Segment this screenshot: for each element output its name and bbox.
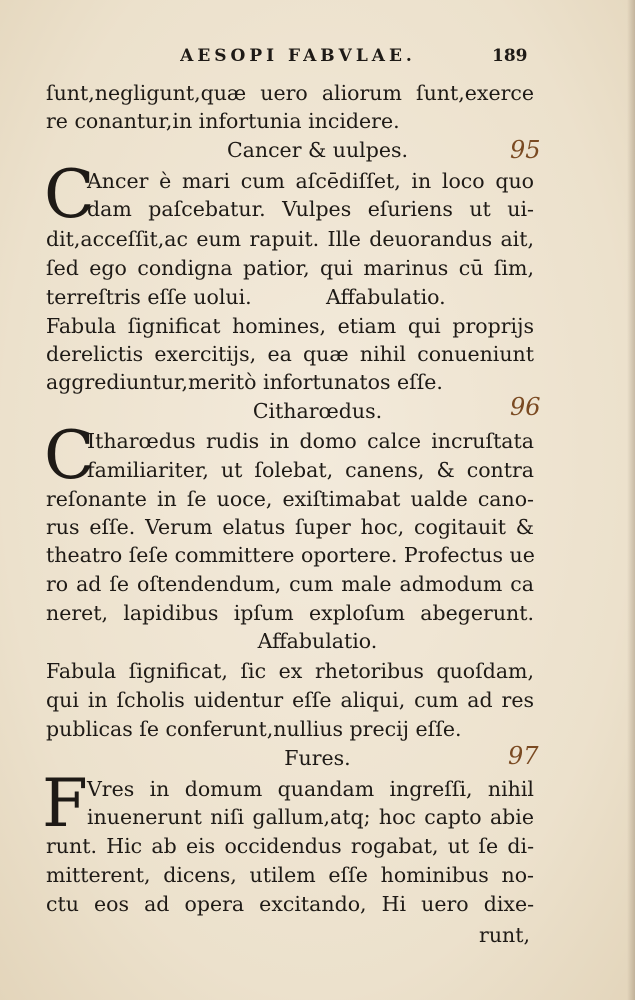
text-line: neret, lapidibus ipſum exploſum abegerunt. bbox=[46, 601, 534, 625]
running-head: AESOPI FABVLAE. bbox=[180, 46, 416, 66]
section-heading: Affabulatio. bbox=[326, 285, 446, 309]
text-line: ſunt,negligunt,quæ uero aliorum ſunt,exerce bbox=[46, 81, 534, 105]
fable-title: Cancer & uulpes. bbox=[226, 138, 409, 162]
drop-cap: F bbox=[42, 765, 88, 842]
text-line: qui in ſcholis uidentur eſſe aliqui, cum ad res bbox=[46, 688, 534, 712]
fable-title: Citharœdus. bbox=[252, 399, 383, 423]
drop-cap: C bbox=[44, 417, 95, 494]
text-line: Vres in domum quandam ingreſſi, nihil bbox=[87, 777, 534, 801]
text-line: publicas ſe conferunt,nullius precij eſſe. bbox=[46, 717, 462, 741]
section-heading: Affabulatio. bbox=[257, 629, 378, 653]
text-line: mitterent, dicens, utilem eſſe hominibus no- bbox=[46, 863, 534, 887]
text-line: derelictis exercitijs, ea quæ nihil conueniunt bbox=[46, 342, 534, 366]
catchword: runt, bbox=[479, 923, 530, 947]
text-line: re conantur,in infortunia incidere. bbox=[46, 109, 400, 133]
margin-note: 96 bbox=[510, 393, 541, 421]
text-line: ſed ego condigna patior, qui marinus cū ſim, bbox=[46, 256, 534, 280]
text-line: runt. Hic ab eis occidendus rogabat, ut ſe di- bbox=[46, 834, 534, 858]
page-header bbox=[0, 46, 635, 68]
drop-cap: C bbox=[44, 156, 95, 233]
page-number: 189 bbox=[492, 46, 528, 66]
text-line: Ancer è mari cum aſcēdiſſet, in loco quo bbox=[87, 169, 534, 193]
text-line: dit,acceſſit,ac eum rapuit. Ille deuorandus ait, bbox=[46, 227, 534, 251]
fable-title: Fures. bbox=[284, 746, 351, 770]
text-line: Fabula ſignificat homines, etiam qui proprijs bbox=[46, 314, 534, 338]
text-line: familiariter, ut ſolebat, canens, & contra bbox=[87, 458, 534, 482]
text-line: ctu eos ad opera excitando, Hi uero dixe- bbox=[46, 892, 534, 916]
margin-note: 95 bbox=[510, 136, 541, 164]
text-line: Fabula ſignificat, ſic ex rhetoribus quoſdam, bbox=[46, 659, 534, 683]
text-line: ro ad ſe oſtendendum, cum male admodum ca bbox=[46, 572, 534, 596]
text-line: Itharœdus rudis in domo calce incruſtata bbox=[87, 429, 534, 453]
text-line: terreſtris eſſe uolui. bbox=[46, 285, 252, 309]
margin-note: 97 bbox=[508, 742, 539, 770]
text-line: dam paſcebatur. Vulpes eſuriens ut ui- bbox=[87, 197, 534, 221]
text-line: inuenerunt niſi gallum,atq; hoc capto abie bbox=[87, 805, 534, 829]
text-line: theatro ſeſe committere oportere. Profectus ue bbox=[46, 543, 535, 567]
text-line: aggrediuntur,meritò infortunatos eſſe. bbox=[46, 370, 443, 394]
text-line: rus eſſe. Verum elatus ſuper hoc, cogitauit & bbox=[46, 515, 534, 539]
text-line: reſonante in ſe uoce, exiſtimabat ualde cano- bbox=[46, 487, 534, 511]
